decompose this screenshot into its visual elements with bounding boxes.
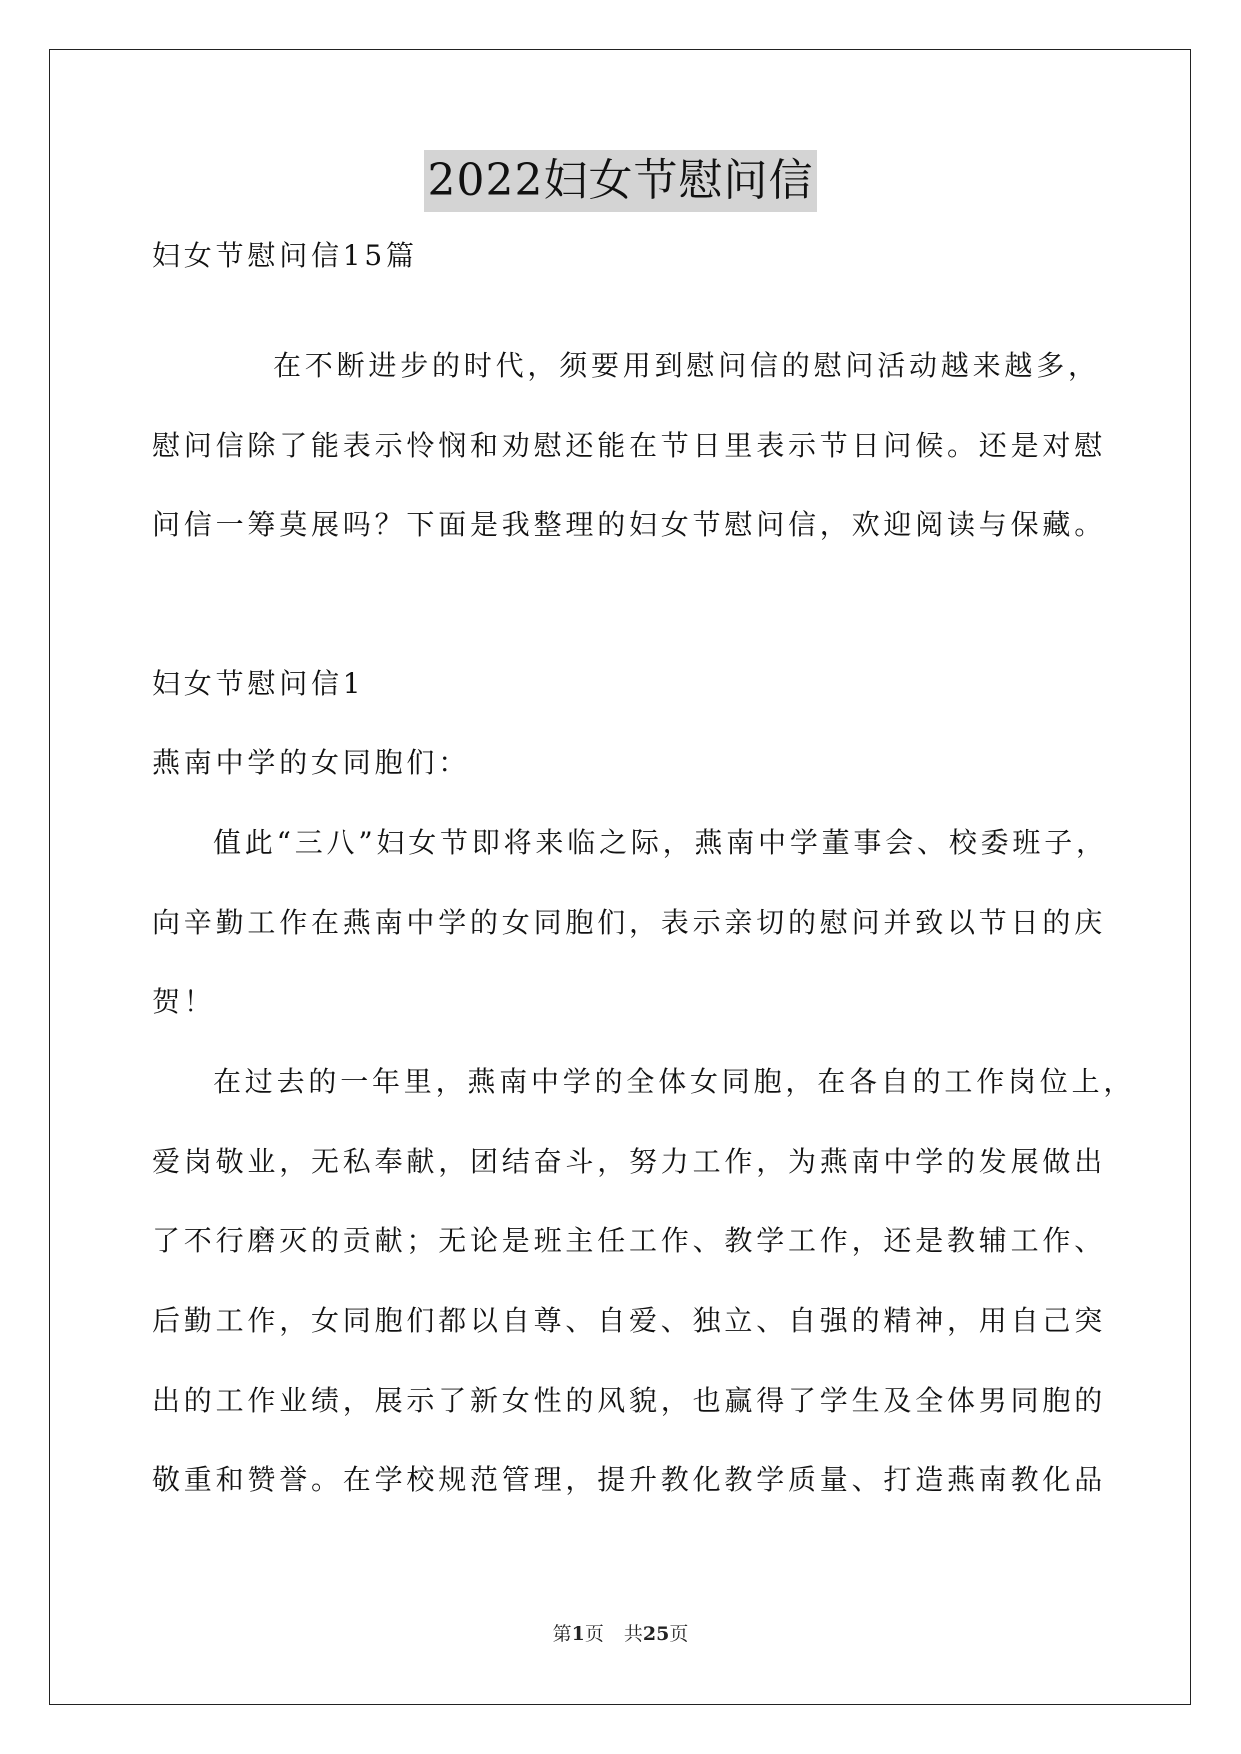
total-unit: 页	[669, 1623, 689, 1645]
title-container	[0, 150, 1241, 212]
paragraph-line: 值此“三八”妇女节即将来临之际，燕南中学董事会、校委班子，	[213, 826, 1108, 859]
page-prefix: 第	[552, 1623, 572, 1645]
page-footer	[0, 1622, 1241, 1646]
intro-line: 问信一筹莫展吗？下面是我整理的妇女节慰问信，欢迎阅读与保藏。	[152, 508, 1107, 541]
page-current: 1	[571, 1623, 585, 1645]
paragraph-line: 爱岗敬业，无私奉献，团结奋斗，努力工作，为燕南中学的发展做出	[152, 1145, 1107, 1178]
document-title: 2022妇女节慰问信	[424, 150, 818, 212]
total-prefix: 共	[623, 1623, 643, 1645]
intro-line: 在不断进步的时代，须要用到慰问信的慰问活动越来越多，	[273, 349, 1100, 382]
paragraph-line: 敬重和赞誉。在学校规范管理，提升教化教学质量、打造燕南教化品	[152, 1463, 1107, 1496]
paragraph-line: 向辛勤工作在燕南中学的女同胞们，表示亲切的慰问并致以节日的庆	[152, 906, 1107, 939]
paragraph-line: 贺！	[152, 985, 216, 1018]
page-total: 25	[642, 1623, 670, 1645]
paragraph-line: 在过去的一年里，燕南中学的全体女同胞，在各自的工作岗位上，	[213, 1065, 1136, 1098]
paragraph-line: 了不行磨灭的贡献；无论是班主任工作、教学工作，还是教辅工作、	[152, 1224, 1107, 1257]
intro-line: 慰问信除了能表示怜悯和劝慰还能在节日里表示节日问候。还是对慰	[152, 429, 1107, 462]
page-unit: 页	[584, 1623, 604, 1645]
paragraph-line: 出的工作业绩，展示了新女性的风貌，也赢得了学生及全体男同胞的	[152, 1384, 1107, 1417]
salutation: 燕南中学的女同胞们：	[152, 746, 471, 779]
paragraph-line: 后勤工作，女同胞们都以自尊、自爱、独立、自强的精神，用自己突	[152, 1304, 1107, 1337]
page-border	[49, 49, 1191, 1705]
subtitle: 妇女节慰问信15篇	[152, 239, 418, 272]
section-heading: 妇女节慰问信1	[152, 667, 365, 700]
